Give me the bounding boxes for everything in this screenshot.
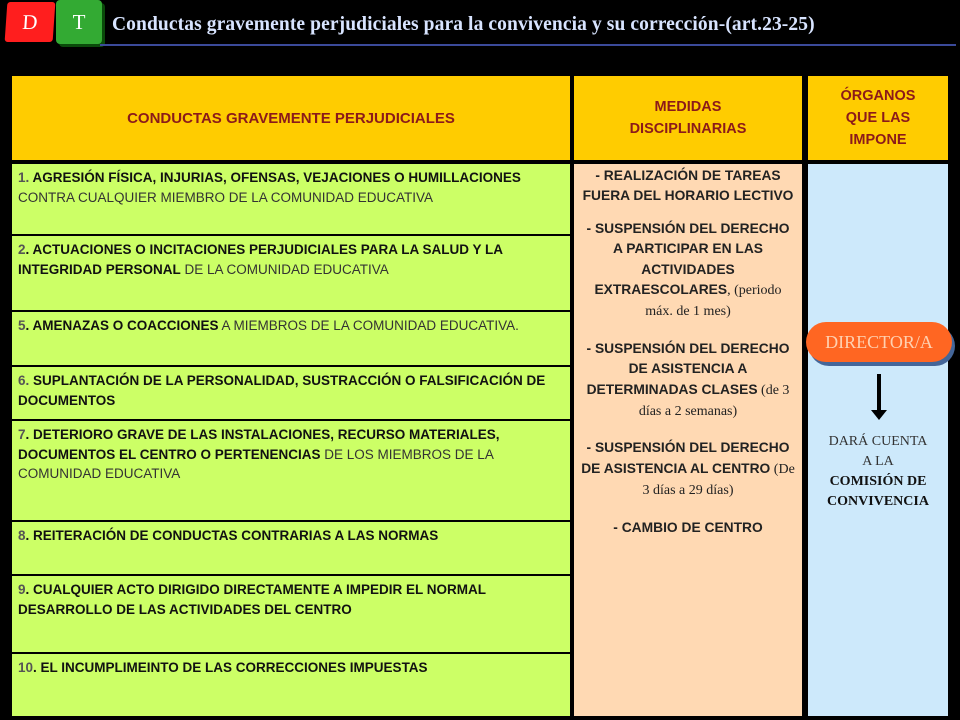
conducta-number: 2 [18, 242, 26, 257]
medida-extraescolares-bold: - SUSPENSIÓN DEL DERECHO A PARTICIPAR EN LAS ACTIVIDADES EXTRAESCOLARES [586, 220, 790, 298]
conducta-row [12, 164, 570, 234]
conducta-plain-text: DE LOS MIEMBROS DE LA COMUNIDAD EDUCATIVA [18, 446, 494, 481]
medida-clases-bold: - SUSPENSIÓN DEL DERECHO DE ASISTENCIA A DETERMINADAS CLASES [586, 340, 790, 397]
badge-t: T [56, 0, 102, 44]
arrow-head-icon [871, 410, 887, 420]
conducta-bold-text: . CUALQUIER ACTO DIRIGIDO DIRECTAMENTE A IMPEDIR EL NORMAL DESARROLLO DE LAS ACTIVIDADES DEL CENTRO [18, 582, 486, 617]
header-organos-line-1: ÓRGANOS [840, 88, 916, 104]
comision-note [808, 432, 948, 512]
conducta-number: 5 [18, 318, 26, 333]
medida-clases [580, 339, 796, 423]
conducta-bold-text: . AMENAZAS O COACCIONES [25, 318, 219, 333]
medida-clases-plain: (de 3 días a 2 semanas) [638, 382, 790, 420]
header-conductas [12, 76, 570, 160]
medida-extraescolares-plain: , (periodo máx. de 1 mes) [645, 283, 782, 320]
note-line-2: A LA [862, 454, 894, 469]
organos-column [808, 164, 948, 716]
conducta-row [12, 312, 570, 365]
header-medidas-line-2: DISCIPLINARIAS [629, 121, 747, 137]
conducta-row [12, 576, 570, 652]
title-bar [0, 0, 960, 48]
conducta-row [12, 236, 570, 310]
conducta-bold-text: . DETERIORO GRAVE DE LAS INSTALACIONES, RECURSO MATERIALES, DOCUMENTOS EL CENTRO O PERTENENCIAS [18, 427, 500, 462]
director-button: DIRECTOR/A [806, 322, 952, 362]
conducta-plain-text: A MIEMBROS DE LA COMUNIDAD EDUCATIVA. [218, 318, 519, 333]
conductas-column [12, 164, 570, 716]
conducta-plain-text: CONTRA CUALQUIER MIEMBRO DE LA COMUNIDAD EDUCATIVA [18, 189, 434, 205]
medida-centro-plain: (De 3 días a 29 días) [642, 461, 795, 499]
conducta-number: 8 [18, 528, 26, 543]
conducta-number: 7 [18, 427, 26, 442]
header-organos [808, 76, 948, 160]
medida-extraescolares [580, 219, 796, 323]
conducta-plain-text: DE LA COMUNIDAD EDUCATIVA [180, 261, 389, 277]
arrow-down-icon [877, 374, 881, 414]
conducta-row [12, 654, 570, 716]
medida-centro [580, 438, 796, 501]
conducta-bold-text: . ACTUACIONES O INCITACIONES PERJUDICIALES PARA LA SALUD Y LA INTEGRIDAD PERSONAL [18, 242, 503, 277]
medida-cambio-centro: - CAMBIO DE CENTRO [613, 519, 763, 535]
conducta-number: 6. [18, 373, 30, 388]
conducta-row [12, 522, 570, 574]
page-title: Conductas gravemente perjudiciales para la convivencia y su corrección-(art.23-25) [112, 14, 815, 35]
note-line-3: COMISIÓN DE CONVIVENCIA [827, 474, 929, 509]
header-conductas-label: CONDUCTAS GRAVEMENTE PERJUDICIALES [127, 109, 455, 127]
medida-tareas: - REALIZACIÓN DE TAREAS FUERA DEL HORARIO LECTIVO [582, 168, 794, 204]
conducta-number: 1. [18, 170, 30, 185]
badge-d: D [5, 2, 56, 42]
medidas-column [574, 164, 802, 716]
conducta-row [12, 421, 570, 520]
conducta-bold-text: . REITERACIÓN DE CONDUCTAS CONTRARIAS A LAS NORMAS [25, 528, 439, 543]
conducta-number: 10 [18, 660, 34, 675]
conducta-bold-text: AGRESIÓN FÍSICA, INJURIAS, OFENSAS, VEJACIONES O HUMILLACIONES [29, 170, 521, 185]
header-organos-line-2: QUE LAS [845, 110, 911, 126]
title-underline [100, 44, 956, 46]
conducta-bold-text: . EL INCUMPLIMEINTO DE LAS CORRECCIONES IMPUESTAS [33, 660, 428, 675]
header-medidas [574, 76, 802, 160]
conducta-row [12, 367, 570, 419]
conducta-bold-text: SUPLANTACIÓN DE LA PERSONALIDAD, SUSTRACCIÓN O FALSIFICACIÓN DE DOCUMENTOS [18, 373, 546, 408]
conducta-number: 9 [18, 582, 26, 597]
header-medidas-line-1: MEDIDAS [654, 99, 722, 115]
medida-centro-bold: - SUSPENSIÓN DEL DERECHO DE ASISTENCIA AL CENTRO [581, 440, 790, 476]
header-organos-line-3: IMPONE [849, 132, 907, 148]
note-line-1: DARÁ CUENTA [828, 434, 928, 449]
